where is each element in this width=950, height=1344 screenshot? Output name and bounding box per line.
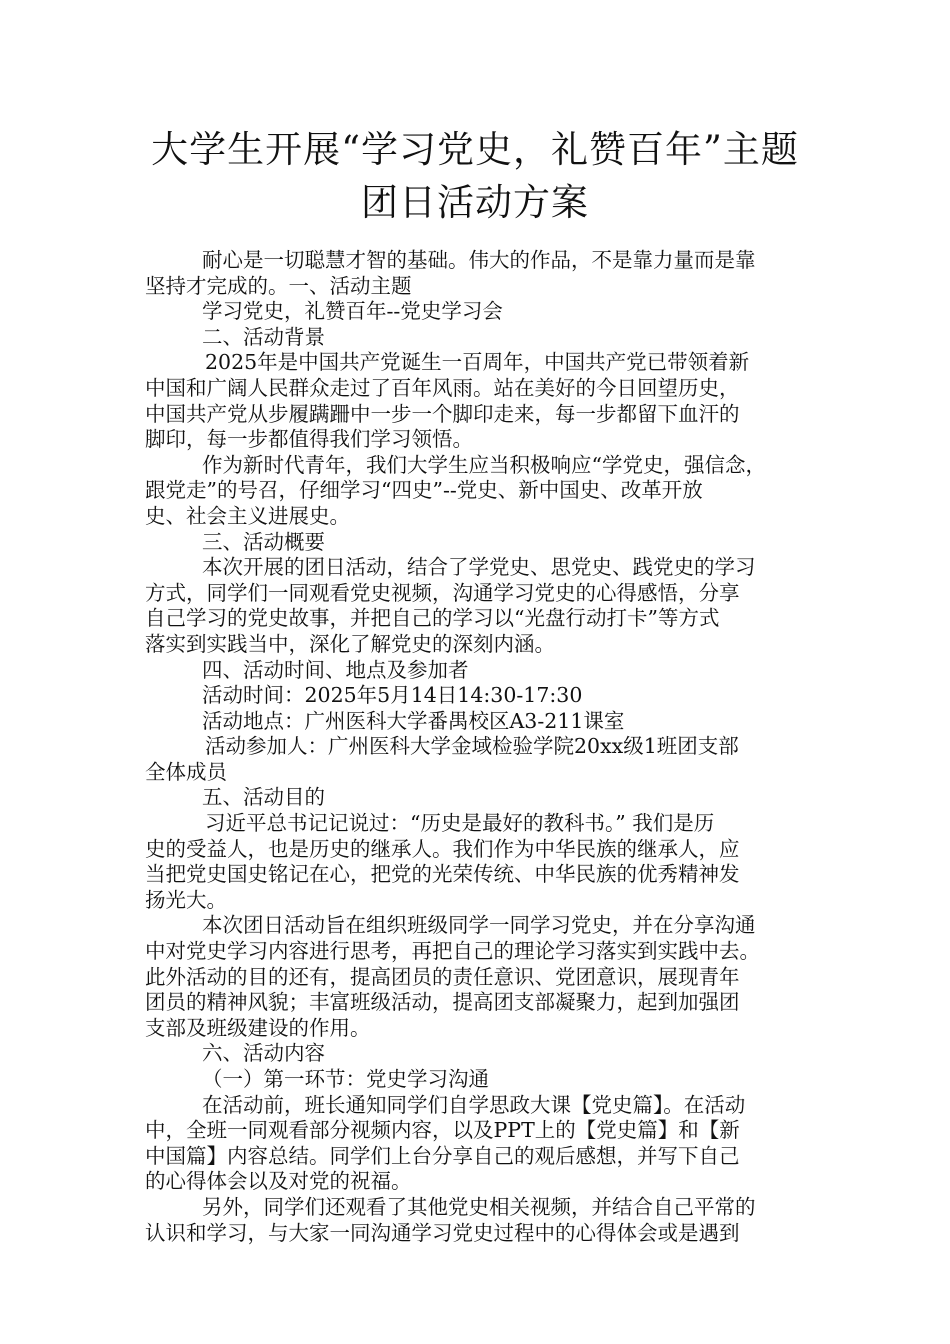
body-line: 团员的精神风貌；丰富班级活动，提高团支部凝聚力，起到加强团 — [145, 990, 740, 1015]
body-line: 支部及班级建设的作用。 — [145, 1015, 371, 1040]
body-line: 中对党史学习内容进行思考，再把自己的理论学习落实到实践中去。 — [145, 939, 760, 964]
body-line: 落实到实践当中，深化了解党史的深刻内涵。 — [145, 631, 555, 656]
body-line: 中国共产党从步履蹒跚中一步一个脚印走来，每一步都留下血汗的 — [145, 401, 740, 426]
body-line: 活动时间：2025年5月14日14:30-17:30 — [202, 683, 583, 708]
section-heading: 四、活动时间、地点及参加者 — [202, 657, 469, 682]
body-line: 史的受益人，也是历史的继承人。我们作为中华民族的继承人，应 — [145, 836, 740, 861]
body-line: 此外活动的目的还有，提高团员的责任意识、党团意识，展现青年 — [145, 964, 740, 989]
body-line: 中，全班一同观看部分视频内容，以及PPT上的【党史篇】和【新 — [145, 1118, 740, 1143]
body-line: 活动地点：广州医科大学番禺校区A3-211课室 — [202, 708, 625, 733]
section-heading: 三、活动概要 — [202, 529, 325, 554]
body-line: 2025年是中国共产党诞生一百周年，中国共产党已带领着新 — [205, 350, 750, 375]
body-line: 另外，同学们还观看了其他党史相关视频，并结合自己平常的 — [202, 1194, 756, 1219]
body-line: 作为新时代青年，我们大学生应当积极响应“学党史，强信念， — [202, 452, 766, 477]
section-heading: 六、活动内容 — [202, 1041, 325, 1066]
body-line: 认识和学习，与大家一同沟通学习党史过程中的心得体会或是遇到 — [145, 1220, 740, 1245]
body-line: 学习党史，礼赞百年--党史学习会 — [202, 299, 503, 324]
body-line: 脚印，每一步都值得我们学习领悟。 — [145, 427, 473, 452]
body-line: 方式，同学们一同观看党史视频，沟通学习党史的心得感悟，分享 — [145, 580, 740, 605]
body-line: 本次团日活动旨在组织班级同学一同学习党史，并在分享沟通 — [202, 913, 756, 938]
body-line: 中国和广阔人民群众走过了百年风雨。站在美好的今日回望历史， — [145, 375, 740, 400]
section-heading: 五、活动目的 — [202, 785, 325, 810]
body-line: 自己学习的党史故事，并把自己的学习以“光盘行动打卡”等方式 — [145, 606, 720, 631]
body-line: 耐心是一切聪慧才智的基础。伟大的作品，不是靠力量而是靠 — [202, 248, 756, 272]
subsection-heading: （一）第一环节：党史学习沟通 — [202, 1067, 489, 1091]
body-line: 史、社会主义进展史。 — [145, 503, 350, 528]
body-line: 跟党走”的号召，仔细学习“四史”--党史、新中国史、改革开放 — [145, 478, 703, 503]
body-line: 习近平总书记记说过：“历史是最好的教科书。” 我们是历 — [205, 811, 715, 836]
document-body — [145, 248, 820, 1246]
body-line: 的心得体会以及对党的祝福。 — [145, 1169, 412, 1194]
body-line: 扬光大。 — [145, 887, 227, 912]
body-line: 当把党史国史铭记在心，把党的光荣传统、中华民族的优秀精神发 — [145, 862, 740, 887]
body-line: 本次开展的团日活动，结合了学党史、思党史、践党史的学习 — [202, 555, 756, 580]
body-line: 活动参加人：广州医科大学金域检验学院20xx级1班团支部 — [205, 734, 739, 759]
body-line: 坚持才完成的。一、活动主题 — [145, 273, 412, 298]
body-line: 在活动前，班长通知同学们自学思政大课【党史篇】。在活动 — [202, 1092, 746, 1117]
body-line: 中国篇】内容总结。同学们上台分享自己的观后感想，并写下自己 — [145, 1143, 740, 1168]
document-title-line-1: 大学生开展“学习党史，礼赞百年”主题 — [151, 128, 799, 171]
section-heading: 二、活动背景 — [202, 324, 325, 349]
document-title-line-2: 团日活动方案 — [361, 181, 589, 224]
body-line: 全体成员 — [145, 759, 227, 784]
